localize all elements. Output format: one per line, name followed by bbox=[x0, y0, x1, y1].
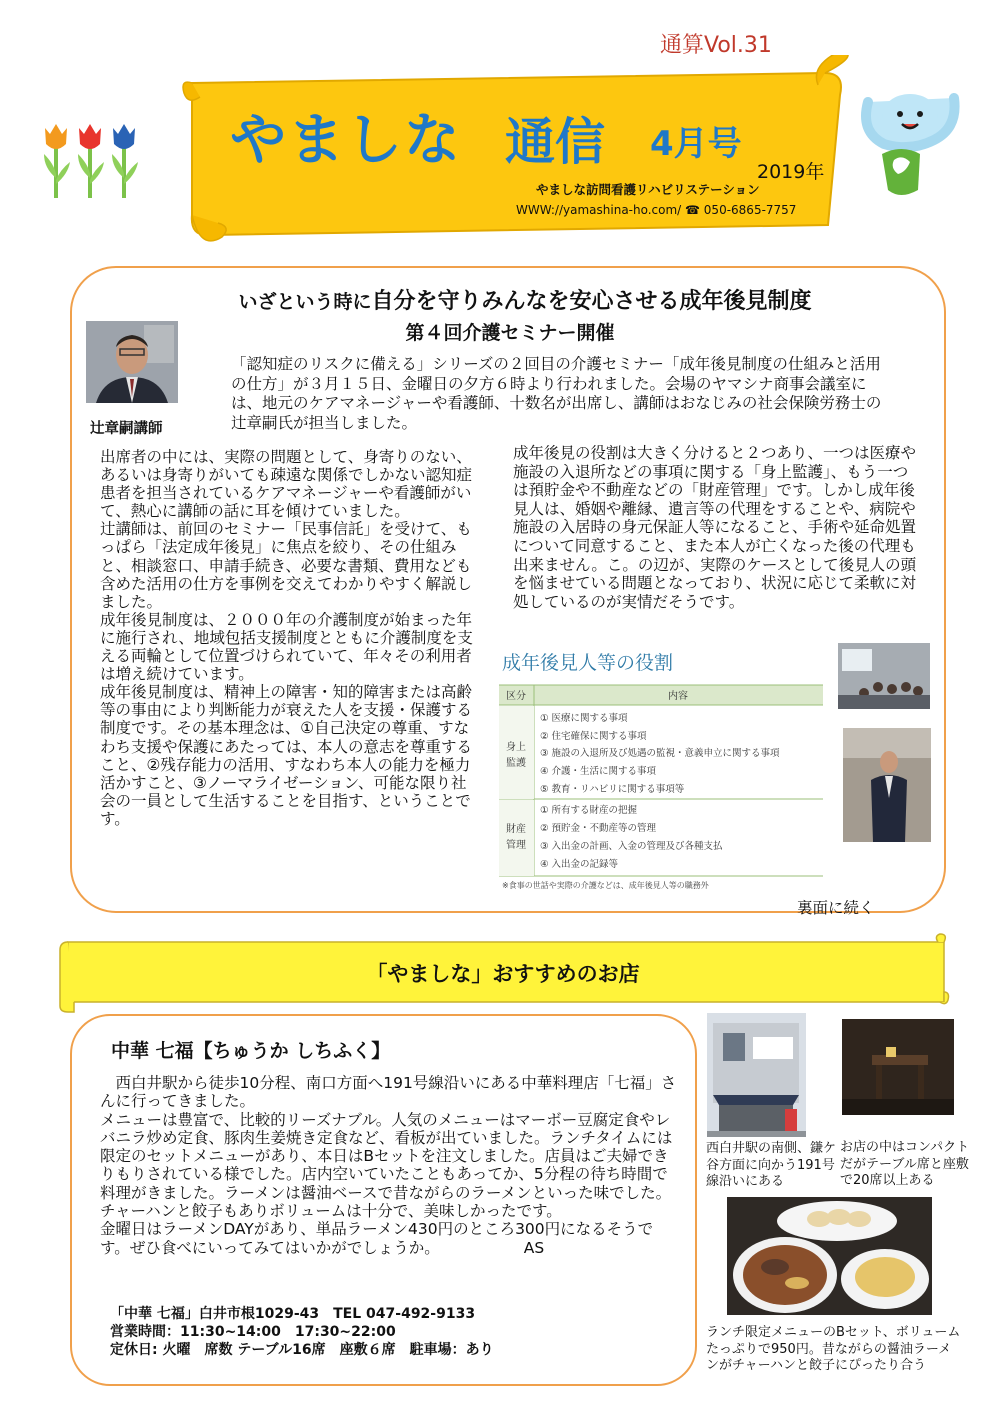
issue-month: 4月号 bbox=[650, 124, 742, 164]
continue-label: 裏面に続く bbox=[797, 899, 875, 917]
shop-interior-caption: お店の中はコンパクトだがテーブル席と座敷で20席以上ある bbox=[840, 1140, 970, 1188]
author-initials: AS bbox=[523, 1238, 545, 1257]
role-item: ② 住宅確保に関する事項 bbox=[540, 731, 647, 742]
role-item: ④ 入出金の記録等 bbox=[540, 859, 619, 870]
shop-interior-photo bbox=[842, 1019, 954, 1115]
shop-article-body bbox=[100, 1074, 682, 1257]
newsletter-title-tsushin: 通信 bbox=[505, 113, 605, 171]
role-table bbox=[498, 684, 824, 894]
tulips-icon bbox=[40, 118, 140, 200]
role-table-header-category: 区分 bbox=[506, 691, 526, 702]
lecturer-standing-photo bbox=[843, 728, 931, 842]
role-table-group1-label: 身上監護 bbox=[506, 742, 526, 769]
lecturer-photo bbox=[86, 321, 178, 403]
role-table-note: ※食事の世話や実際の介護などは、成年後見人等の職務外 bbox=[502, 881, 709, 890]
role-item: ④ 介護・生活に関する事項 bbox=[540, 766, 657, 777]
role-item: ③ 施設の入退所及び処遇の監視・意義申立に関する事項 bbox=[540, 748, 780, 759]
article-subtitle: 第４回介護セミナー開催 bbox=[405, 322, 615, 344]
shop-address: 「中華 七福」白井市根1029-43 TEL 047-492-9133 bbox=[110, 1306, 476, 1322]
shop-closed-days: 定休日: 火曜 席数 テーブル16席 座敷６席 駐車場：あり bbox=[110, 1342, 494, 1358]
role-table-header-content: 内容 bbox=[668, 691, 688, 702]
shop-hours: 営業時間：11:30~14:00 17:30~22:00 bbox=[110, 1324, 396, 1340]
mascot-icon bbox=[858, 82, 968, 202]
paragraph: 辻講師は、前回のセミナー「民事信託」を受けて、もっぱら「法定成年後見」に焦点を絞り、その仕組みと、相談窓口、申請手続き、必要な書類、費用なども含めた活用の仕方を事例を交えてわかりやすく解説しました。 bbox=[100, 520, 473, 611]
article-left-column bbox=[100, 448, 476, 828]
role-item: ① 所有する財産の把握 bbox=[540, 805, 638, 816]
shop-info bbox=[110, 1305, 494, 1359]
article-right-column: 成年後見の役割は大きく分けると２つあり、一つは医療や施設の入退所などの事項に関する「身上監護」、もう一つは預貯金や不動産などの「財産管理」です。しかし成年後見人は、婚姻や離縁、遺言等の代理をすることや、病院や施設の入居時の身元保証人等になること、手術や延命処置について同意すること、また本人が亡くなった後の代理も出来ません。こ。の辺が、実際のケースとして後見人の頭を悩ませている問題となっており、状況に応じて柔軟に対処しているのが実情だそうです。 bbox=[513, 444, 917, 611]
paragraph: 成年後見制度は、２０００年の介護制度が始まった年に施行され、地域包括支援制度とともに介護制度を支える両輪として位置づけられていて、年々その利用者は増え続けています。 bbox=[100, 610, 473, 684]
website-phone: WWW://yamashina-ho.com/ ☎ 050-6865-7757 bbox=[516, 203, 797, 217]
role-item: ③ 入出金の計画、入金の管理及び各種支払 bbox=[540, 841, 723, 852]
role-item: ① 医療に関する事項 bbox=[540, 713, 628, 724]
paragraph: 成年後見制度は、精神上の障害・知的障害または高齢等の事由により判断能力が衰えた人を支援・保護する制度です。その基本理念は、①自己決定の尊重、すなわち支援や保護にあたっては、本人の意志を尊重すること、②残存能力の活用、すなわち本人の能力を極力活かすこと、③ノーマライゼーション、可能な限り社会の一員として生活することを目指す、ということです。 bbox=[100, 683, 473, 828]
shop-name: 中華 七福【ちゅうか しちふく】 bbox=[111, 1040, 391, 1062]
role-table-heading: 成年後見人等の役割 bbox=[502, 652, 674, 674]
lecturer-caption: 辻章嗣講師 bbox=[90, 421, 163, 437]
role-item: ② 預貯金・不動産等の管理 bbox=[540, 823, 657, 834]
shop-exterior-caption: 西白井駅の南側、鎌ケ谷方面に向かう191号線沿いにある bbox=[706, 1141, 837, 1189]
shop-article-text: 西白井駅から徒歩10分程、南口方面へ191号線沿いにある中華料理店「七福」さんに行ってきました。 メニューは豊富で、比較的リーズナブル。人気のメニューはマーボー豆腐定食やレバニラ炒め定食、豚肉生姜焼き定食など、看板が出ていました。ランチタイムには限定のセットメニューがあり、本日はBセットを注文しました。店員はご夫婦できりもりされている様でした。店内空いていたこともあってか、5分程の待ち時間で料理がきました。ラーメンは醤油ベースで昔ながらのラーメンといった味でした。チャーハンと餃子もありボリュームは十分で、美味しかったです。 金曜日はラーメンDAYがあり、単品ラーメン430円のところ300円になるそうです。ぜひ食べにいってみてはいかがでしょうか。 bbox=[100, 1074, 677, 1257]
role-table-group2-label: 財産管理 bbox=[506, 824, 526, 851]
article-intro: 「認知症のリスクに備える」シリーズの２回目の介護セミナー「成年後見制度の仕組みと活用の仕方」が３月１５日、金曜日の夕方６時より行われました。会場のヤマシナ商事会議室には、地元のケアマネージャーや看護師、十数名が出席し、講師はおなじみの社会保険労務士の辻章嗣氏が担当しました。 bbox=[231, 355, 882, 432]
organization-name: やましな訪問看護リハビリステーション bbox=[536, 182, 760, 197]
role-item: ⑤ 教育・リハビリに関する事項等 bbox=[540, 784, 685, 795]
shop-exterior-photo bbox=[707, 1013, 806, 1137]
lunch-set-photo bbox=[727, 1197, 932, 1315]
article-title bbox=[0, 284, 992, 315]
newsletter-title: やましな bbox=[230, 108, 462, 173]
seminar-audience-photo bbox=[838, 643, 930, 709]
shop-section-title: 「やましな」おすすめのお店 bbox=[366, 962, 640, 986]
paragraph: 出席者の中には、実際の問題として、身寄りのない、あるいは身寄りがいても疎遠な関係でしかない認知症患者を担当されているケアマネージャーや看護師がいて、熱心に講師の話に耳を傾けていました。 bbox=[100, 448, 473, 521]
lunch-set-caption: ランチ限定メニューのBセット、ボリュームたっぷりで950円。昔ながらの醤油ラーメンがチャーハンと餃子にぴったり合う bbox=[706, 1325, 961, 1373]
article-title-prefix: いざという時に bbox=[238, 291, 372, 313]
article-title-main: 自分を守りみんなを安心させる成年後見制度 bbox=[371, 289, 812, 314]
issue-year: 2019年 bbox=[757, 161, 825, 183]
volume-number: 通算Vol.31 bbox=[660, 33, 772, 58]
